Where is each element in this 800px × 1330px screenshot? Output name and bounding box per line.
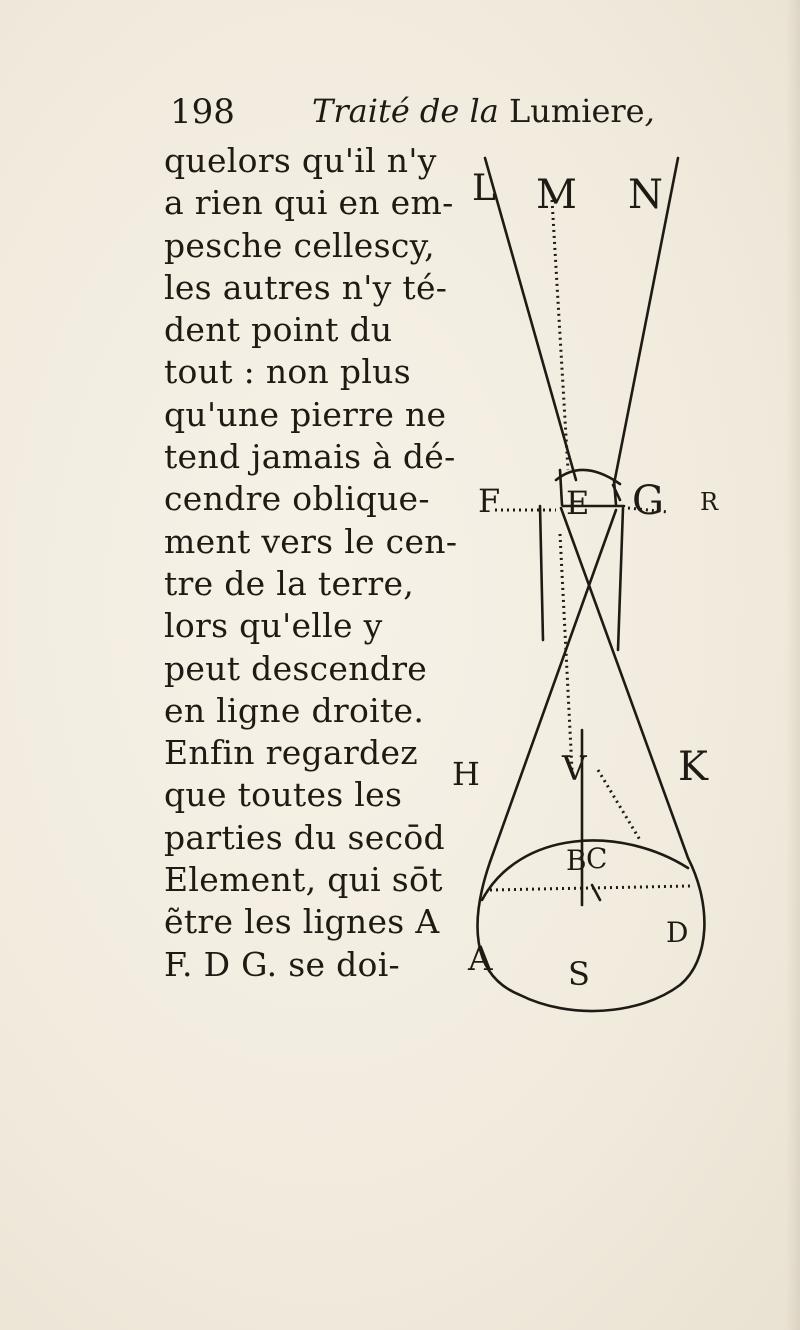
text-line: peut descendre — [164, 648, 428, 688]
text-line: cendre oblique- — [164, 479, 430, 519]
label-C: C — [586, 842, 608, 875]
page-number: 198 — [170, 92, 235, 132]
text-line: dent point du — [164, 310, 393, 350]
text-line: tend jamais à dé- — [164, 437, 456, 477]
dotted-line — [552, 200, 568, 470]
figure-line — [490, 510, 616, 862]
label-R: R — [700, 488, 719, 516]
label-E: E — [566, 484, 590, 522]
text-line: Enfin regardez — [164, 733, 418, 773]
text-line: F. D G. se doi- — [164, 944, 400, 984]
label-M: M — [536, 172, 577, 218]
text-line: les autres n'y té- — [164, 267, 448, 307]
text-line: en ligne droite. — [164, 690, 425, 730]
label-V: V — [562, 749, 587, 789]
running-header — [170, 92, 670, 136]
text-line: tre de la terre, — [164, 563, 415, 603]
text-line: lors qu'elle y — [164, 606, 383, 646]
label-H: H — [452, 755, 480, 793]
label-A: A — [468, 939, 493, 979]
text-line: pesche cellescy, — [164, 225, 435, 265]
text-line: tout : non plus — [164, 352, 411, 392]
label-D: D — [666, 916, 689, 949]
label-N: N — [628, 172, 663, 218]
running-title — [312, 92, 655, 130]
text-line: Element, qui sōt — [164, 860, 443, 900]
optics-figure — [440, 145, 740, 1090]
body-text — [164, 140, 484, 986]
figure-line — [618, 508, 623, 650]
dotted-line — [598, 770, 640, 840]
text-line: que toutes les — [164, 775, 403, 815]
text-line: ẽtre les lignes A — [164, 902, 440, 942]
text-line: quelors qu'il n'y — [164, 141, 437, 180]
page-edge-shadow — [786, 0, 800, 1330]
figure-curve — [556, 470, 620, 484]
label-S: S — [568, 955, 590, 993]
running-title-roman: Lumiere — [509, 92, 645, 130]
running-title-italic: Traité de la — [312, 92, 499, 130]
figure-line — [561, 508, 688, 858]
dotted-line — [490, 886, 690, 890]
label-L: L — [472, 168, 496, 209]
label-F: F — [478, 482, 501, 520]
text-line: a rien qui en em- — [164, 183, 454, 223]
label-K: K — [678, 744, 708, 790]
figure-line — [540, 506, 543, 640]
text-line: parties du secōd — [164, 817, 445, 857]
label-G: G — [632, 478, 664, 524]
text-line: ment vers le cen- — [164, 521, 458, 561]
running-title-end: , — [644, 92, 655, 130]
label-B: B — [566, 844, 587, 877]
text-line: qu'une pierre ne — [164, 394, 447, 434]
